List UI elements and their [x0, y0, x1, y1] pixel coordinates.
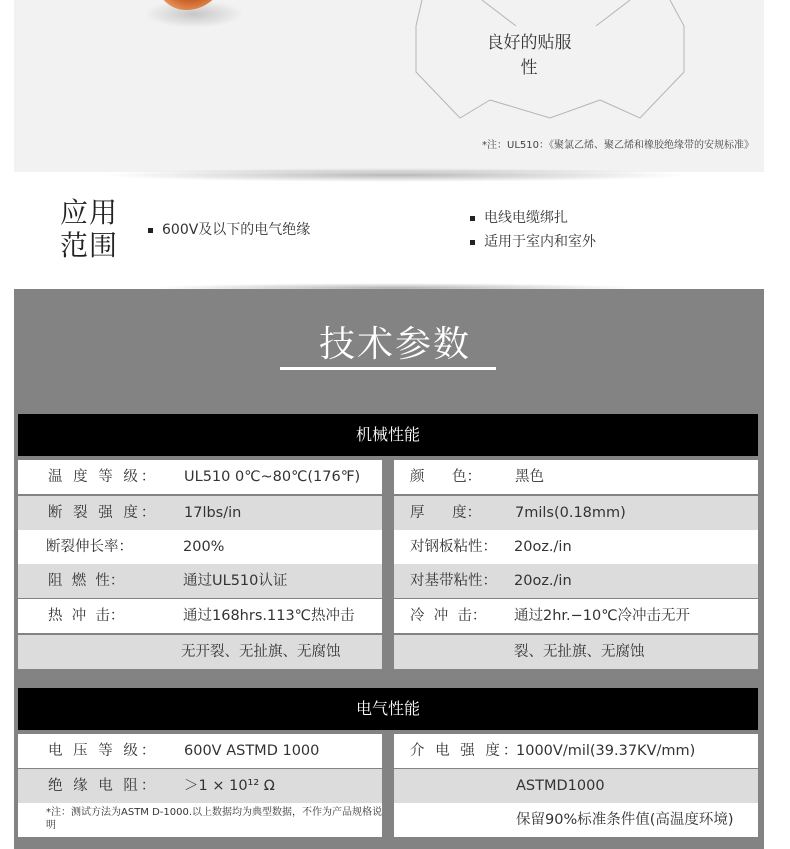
row-value: 20oz./in: [514, 539, 572, 555]
application-title-line2: 范围: [60, 229, 119, 262]
table-row: [18, 564, 758, 598]
row-label: 电 压 等 级：: [48, 743, 159, 759]
row-value: 20oz./in: [514, 573, 572, 589]
table-cell: [394, 496, 758, 530]
table-row: [18, 734, 758, 768]
application-title: [60, 196, 120, 262]
list-item-label: 600V及以下的电气绝缘: [162, 222, 311, 238]
title-underline: [280, 367, 496, 370]
table-row: [18, 460, 758, 494]
table-cell: [394, 530, 758, 564]
table-cell: [18, 734, 382, 768]
table-cell: [394, 769, 758, 803]
list-item: [470, 206, 596, 230]
row-label: 颜 色：: [410, 469, 482, 485]
row-value: 17lbs/in: [184, 505, 242, 521]
row-label: 绝 缘 电 阻：: [48, 778, 159, 794]
application-title-line1: 应用: [60, 196, 119, 229]
row-label: 介 电 强 度：: [410, 743, 521, 759]
feature-panel: [14, 0, 764, 172]
table-row: [18, 530, 758, 564]
table-cell: [394, 803, 758, 837]
row-value: 7mils(0.18mm): [515, 505, 626, 521]
bullet-icon: [148, 228, 153, 233]
divider-shadow: [100, 168, 690, 182]
table-cell: [18, 496, 382, 530]
specs-title: 技术参数: [318, 324, 471, 365]
bullet-icon: [470, 240, 475, 245]
electrical-header: 电气性能: [18, 688, 758, 730]
table-cell: [394, 599, 758, 633]
application-list-1: [148, 218, 310, 242]
table-cell: [18, 803, 382, 837]
table-cell: [394, 460, 758, 494]
row-value: ＞1 × 10¹² Ω: [184, 778, 275, 794]
table-cell: [18, 599, 382, 633]
row-label: 对钢板粘性：: [410, 539, 497, 555]
standard-note: *注：UL510：《聚氯乙烯、聚乙烯和橡胶绝缘带的安规标准》: [482, 140, 754, 151]
row-value: 无开裂、无扯旗、无腐蚀: [181, 644, 341, 660]
row-value: 通过UL510认证: [183, 573, 288, 589]
table-row: [18, 769, 758, 803]
row-value: 1000V/mil(39.37KV/mm): [516, 743, 696, 759]
row-label: 断裂伸长率：: [46, 539, 133, 555]
application-list-2: [470, 206, 596, 254]
row-value: 黑色: [515, 469, 544, 485]
table-cell: [18, 530, 382, 564]
table-cell: [18, 564, 382, 598]
row-label: 阻 燃 性：: [48, 573, 125, 589]
table-cell: [394, 734, 758, 768]
list-item-label: 适用于室内和室外: [484, 234, 596, 250]
row-value: 保留90%标准条件值(高温度环境): [516, 812, 734, 828]
row-label: 厚 度：: [410, 505, 482, 521]
row-label: 断 裂 强 度：: [48, 505, 159, 521]
list-item: [148, 218, 310, 242]
row-value: ASTMD1000: [516, 778, 605, 794]
row-label: 热 冲 击：: [48, 608, 125, 624]
mechanical-header: 机械性能: [18, 414, 758, 456]
table-cell: [18, 635, 382, 669]
row-label: 温 度 等 级：: [48, 469, 159, 485]
table-cell: [18, 460, 382, 494]
table-row: [18, 635, 758, 669]
table-cell: [394, 564, 758, 598]
row-label: 对基带粘性：: [410, 573, 497, 589]
table-cell: [394, 635, 758, 669]
table-row: [18, 599, 758, 633]
row-label: 冷 冲 击：: [410, 608, 487, 624]
row-value: 通过168hrs.113℃热冲击: [183, 608, 355, 624]
list-item: [470, 230, 596, 254]
table-row: [18, 803, 758, 837]
row-value: 裂、无扯旗、无腐蚀: [514, 644, 645, 660]
list-item-label: 电线电缆绑扎: [484, 210, 568, 226]
row-value: 通过2hr.−10℃冷冲击无开: [514, 608, 691, 624]
table-row: [18, 496, 758, 530]
feature-label: 良好的贴服性: [486, 33, 572, 78]
test-method-note: *注：测试方法为ASTM D-1000.以上数据均为典型数据，不作为产品规格说明: [46, 807, 382, 831]
row-value: 600V ASTMD 1000: [184, 743, 320, 759]
table-cell: [18, 769, 382, 803]
row-value: UL510 0℃~80℃(176℉): [184, 469, 361, 485]
row-value: 200%: [183, 539, 225, 555]
bullet-icon: [470, 216, 475, 221]
